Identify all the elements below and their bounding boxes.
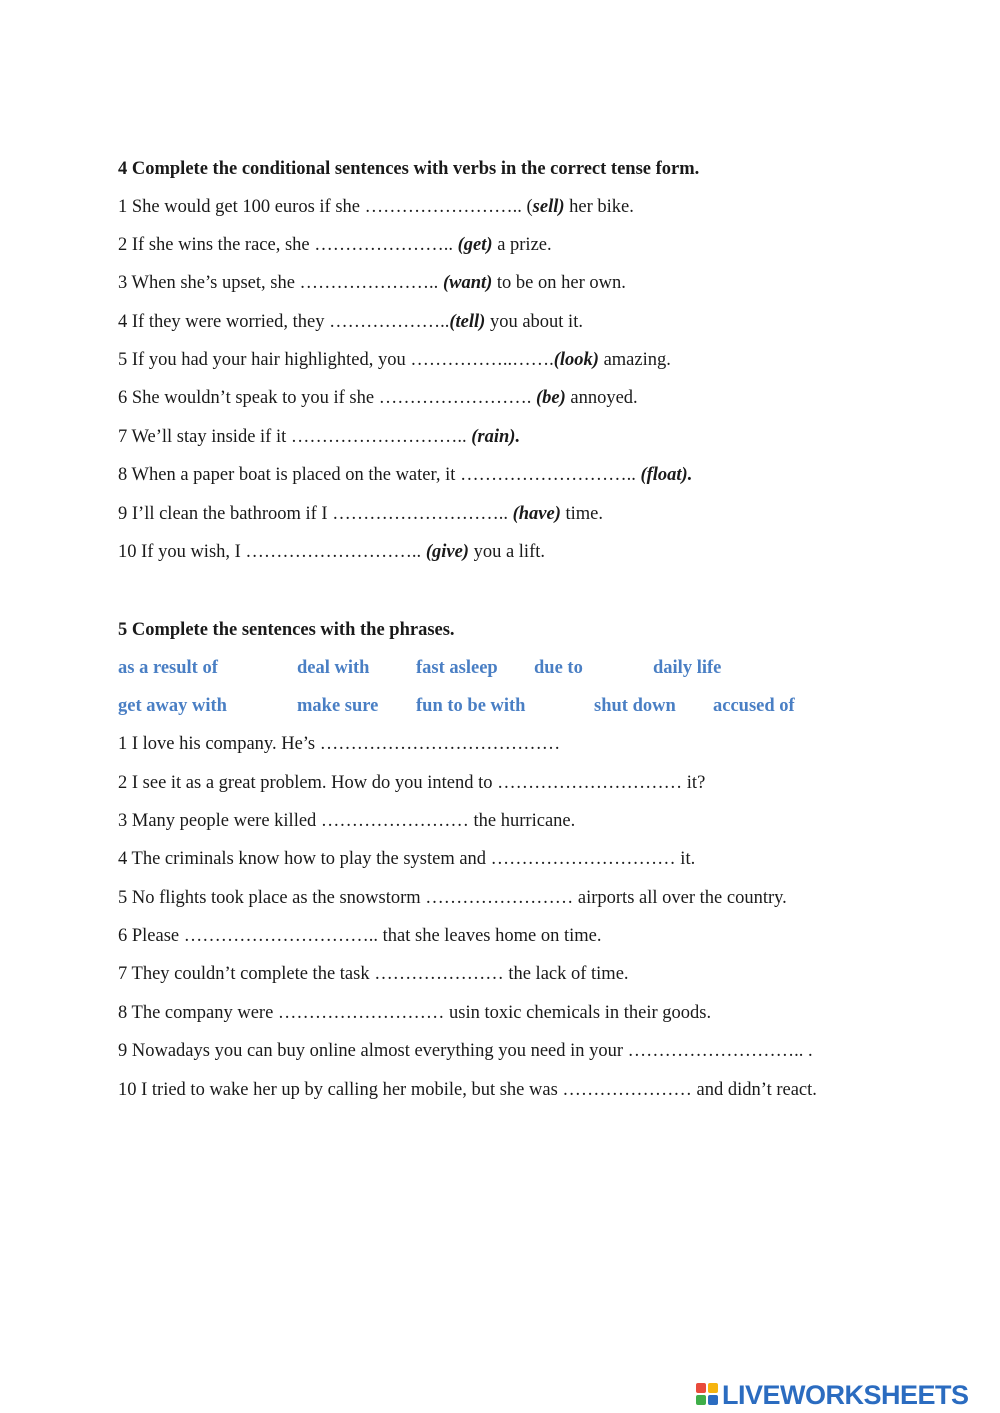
exercise-5-item: 1 I love his company. He’s ………………………………… [118, 734, 561, 754]
exercise-4-item: 8 When a paper boat is placed on the water, it ……………………….. (float). [118, 465, 693, 485]
exercise-4-item: 7 We’ll stay inside if it ……………………….. (rain). [118, 427, 521, 447]
exercise-5-item: 3 Many people were killed …………………… the hurricane. [118, 811, 576, 831]
section-5-heading: 5 Complete the sentences with the phrases. [118, 620, 455, 640]
logo-text: LIVEWORKSHEETS [722, 1379, 969, 1410]
exercise-4-item: 2 If she wins the race, she ………………….. (get) a prize. [118, 235, 552, 255]
phrase-bank-item: as a result of [118, 658, 218, 678]
phrase-bank-item: accused of [713, 696, 795, 716]
exercise-5-item: 5 No flights took place as the snowstorm …………………… airports all over the country. [118, 888, 787, 908]
liveworksheets-logo[interactable] [696, 1378, 969, 1412]
exercise-4-item: 9 I’ll clean the bathroom if I ……………………….. (have) time. [118, 504, 604, 524]
exercise-4-item: 10 If you wish, I ……………………….. (give) you a lift. [118, 542, 545, 562]
phrase-bank-item: fun to be with [416, 696, 526, 716]
exercise-4-item: 4 If they were worried, they ………………..(tell) you about it. [118, 312, 583, 332]
phrase-bank-item: daily life [653, 658, 722, 678]
phrase-bank-item: get away with [118, 696, 227, 716]
exercise-5-item: 8 The company were ……………………… usin toxic chemicals in their goods. [118, 1003, 712, 1023]
exercise-4-item: 1 She would get 100 euros if she …………………….. (sell) her bike. [118, 197, 634, 217]
exercise-5-item: 7 They couldn’t complete the task ………………… the lack of time. [118, 964, 629, 984]
phrase-bank-item: due to [534, 658, 583, 678]
exercise-4-item: 6 She wouldn’t speak to you if she ……………………. (be) annoyed. [118, 388, 638, 408]
exercise-5-item: 6 Please ………………………….. that she leaves home on time. [118, 926, 602, 946]
exercise-5-item: 4 The criminals know how to play the system and ………………………… it. [118, 849, 696, 869]
section-4-heading: 4 Complete the conditional sentences with verbs in the correct tense form. [118, 159, 700, 179]
phrase-bank-item: fast asleep [416, 658, 498, 678]
phrase-bank-item: shut down [594, 696, 676, 716]
exercise-5-item: 2 I see it as a great problem. How do you intend to ………………………… it? [118, 773, 706, 793]
exercise-4-item: 5 If you had your hair highlighted, you ……………..…….(look) amazing. [118, 350, 671, 370]
exercise-5-item: 10 I tried to wake her up by calling her mobile, but she was ………………… and didn’t react. [118, 1080, 817, 1100]
logo-mark-icon [696, 1381, 720, 1409]
exercise-4-item: 3 When she’s upset, she ………………….. (want) to be on her own. [118, 273, 626, 293]
phrase-bank-item: make sure [297, 696, 379, 716]
exercise-5-item: 9 Nowadays you can buy online almost everything you need in your ……………………….. . [118, 1041, 813, 1061]
phrase-bank-item: deal with [297, 658, 370, 678]
